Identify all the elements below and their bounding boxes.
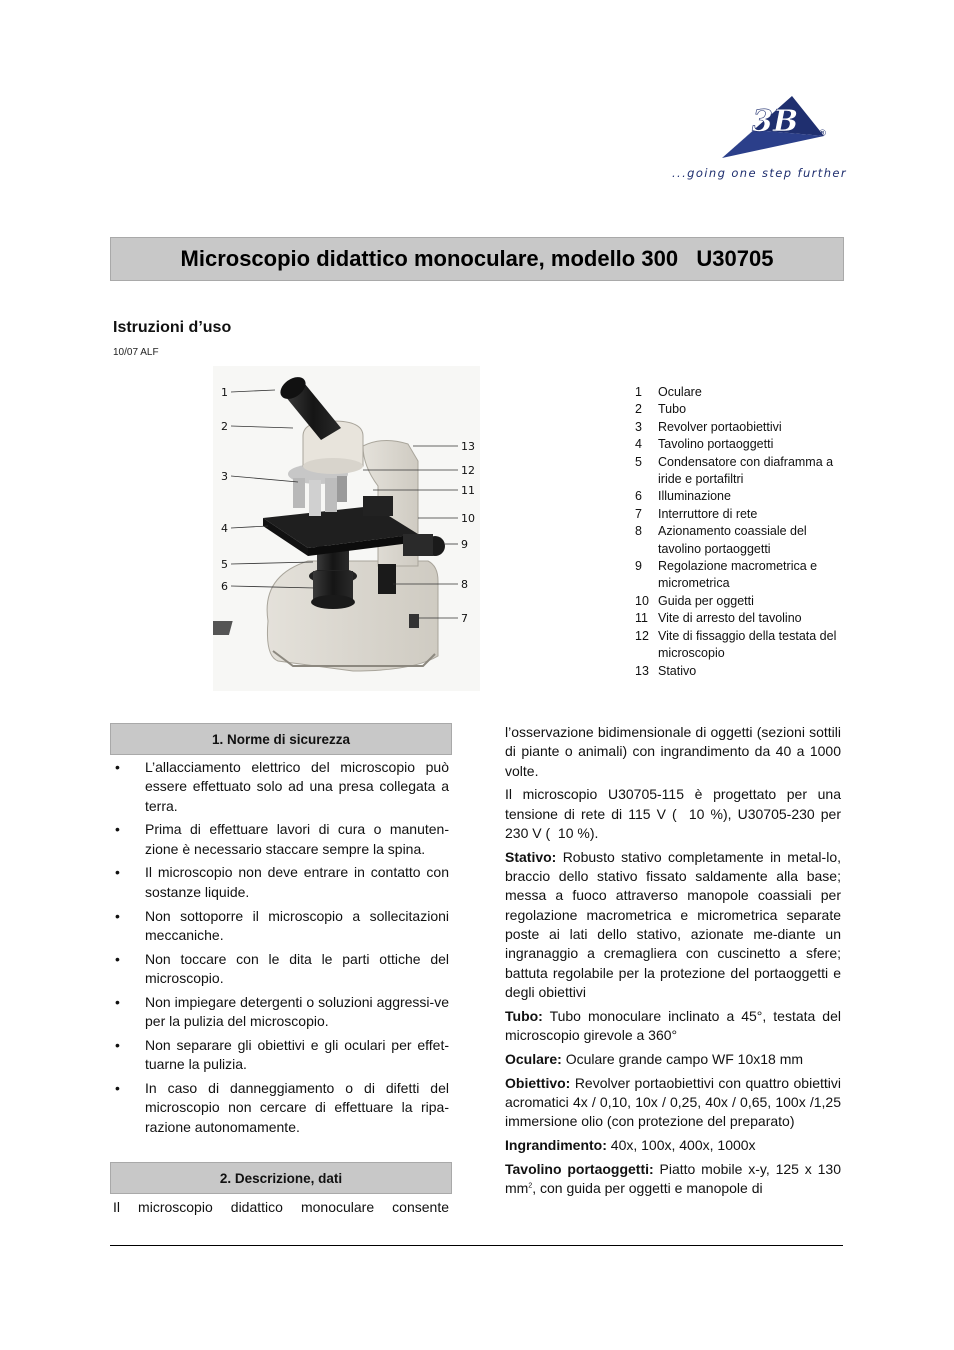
list-item: • Prima di effettuare lavori di cura o manuten-zione è necessario staccare sempre la spina. <box>115 821 449 857</box>
callout-8: 8 <box>461 578 468 591</box>
parts-item: 4 Tavolino portaoggetti <box>635 437 774 452</box>
callout-5: 5 <box>221 558 228 571</box>
callout-10: 10 <box>461 512 475 525</box>
list-item: • In caso di danneggiamento o di difetti del microscopio non cercare di effettuare la ripa-razione autonomamente. <box>115 1079 449 1135</box>
list-item: • L’allacciamento elettrico del microscopio può essere effettuato solo ad una presa collegata a terra. <box>115 759 449 814</box>
spec-obiettivo: Obiettivo: Revolver portaobiettivi con quattro obiettivi acromatici 4x / 0,10, 10x / 0,25, 40x / 0,65, 100x /1,25 immersione olio (con protezione del preparato) <box>505 1074 841 1130</box>
callout-3: 3 <box>221 470 228 483</box>
parts-item: 12 Vite di fissaggio della testata del microscopio <box>635 628 837 661</box>
registered-mark: ® <box>818 129 827 139</box>
list-item: • Non toccare con le dita le parti ottiche del microscopio. <box>115 950 449 986</box>
parts-item: 1 Oculare <box>635 385 702 399</box>
description-voltage: Il microscopio U30705-115 è progettato per una tensione di rete di 115 V ( 10 %), U30705-230 per 230 V ( 10 %). <box>505 786 841 841</box>
callout-12: 12 <box>461 464 475 477</box>
parts-item: 6 Illuminazione <box>635 489 731 504</box>
microscope-illustration <box>213 366 480 691</box>
parts-item: 2 Tubo <box>635 402 687 417</box>
parts-item: 10 Guida per oggetti <box>635 593 754 608</box>
description-column <box>505 723 841 1203</box>
spec-tubo: Tubo: Tubo monoculare inclinato a 45°, testata del microscopio girevole a 360° <box>505 1007 841 1043</box>
spec-stativo: Stativo: Robusto stativo completamente in metal-lo, braccio dello stativo fissato saldamente alla base; messa a fuoco attraverso manopole coassiali per regolazione macrometrica e micrometrica separate poste ai lati dello stativo, azionate me-diante un ingranaggio a cremagliera con cuscinetto a sfere; battuta regolabile per la protezione del portaoggetti e degli obiettivi <box>505 848 841 1000</box>
callout-7: 7 <box>461 612 468 625</box>
instructions-heading: Istruzioni d’uso <box>113 319 232 336</box>
parts-item: 9 Regolazione macrometrica e micrometrica <box>635 559 818 591</box>
microscope-figure <box>213 366 480 691</box>
title-bar <box>110 237 844 281</box>
parts-item: 13 Stativo <box>635 663 697 678</box>
callout-4: 4 <box>221 522 228 535</box>
list-item: • Non impiegare detergenti o soluzioni aggressi-ve per la pulizia del microscopio. <box>115 993 449 1030</box>
page-title: Microscopio didattico monoculare, modello 300 <box>180 246 679 271</box>
description-heading: 2. Descrizione, dati <box>110 1162 452 1194</box>
parts-item: 7 Interruttore di rete <box>635 506 758 521</box>
instructions-date: 10/07 ALF <box>113 347 159 358</box>
description-intro-start: Il microscopio didattico monoculare consente <box>113 1199 449 1215</box>
list-item: • Non separare gli obiettivi e gli oculari per effet-tuarne la pulizia. <box>115 1036 449 1073</box>
footer-divider <box>110 1245 843 1246</box>
safety-heading: 1. Norme di sicurezza <box>110 723 452 755</box>
callout-9: 9 <box>461 538 468 551</box>
callout-6: 6 <box>221 580 228 593</box>
spec-tavolino: Tavolino portaoggetti: Piatto mobile x-y, 125 x 130 $mm^2$, con guida per oggetti e manopole di <box>505 1160 842 1197</box>
callout-13: 13 <box>461 440 475 453</box>
logo-mark: 3B <box>752 104 799 139</box>
description-intro-cont: l’osservazione bidimensionale di oggetti (sezioni sottili di piante o animali) con ingrandimento da 40 a 1000 volte. <box>505 724 841 779</box>
spec-ingrandimento: Ingrandimento: 40x, 100x, 400x, 1000x <box>505 1136 756 1153</box>
list-item: • Il microscopio non deve entrare in contatto con sostanze liquide. <box>115 864 449 900</box>
parts-item: 11 Vite di arresto del tavolino <box>635 611 802 626</box>
callout-2: 2 <box>221 420 228 433</box>
parts-item: 8 Azionamento coassiale del tavolino portaoggetti <box>635 524 807 556</box>
list-item: • Non sottoporre il microscopio a sollecitazioni meccaniche. <box>115 907 449 943</box>
product-code: U30705 <box>696 246 774 271</box>
logo-tagline: ...going one step further <box>672 166 847 180</box>
safety-list <box>111 758 449 1141</box>
callout-1: 1 <box>221 386 228 399</box>
parts-list <box>635 384 850 680</box>
parts-item: 5 Condensatore con diaframma a iride e portafiltri <box>635 454 834 487</box>
parts-item: 3 Revolver portaobiettivi <box>635 419 782 434</box>
callout-11: 11 <box>461 484 475 497</box>
spec-oculare: Oculare: Oculare grande campo WF 10x18 mm <box>505 1050 804 1067</box>
